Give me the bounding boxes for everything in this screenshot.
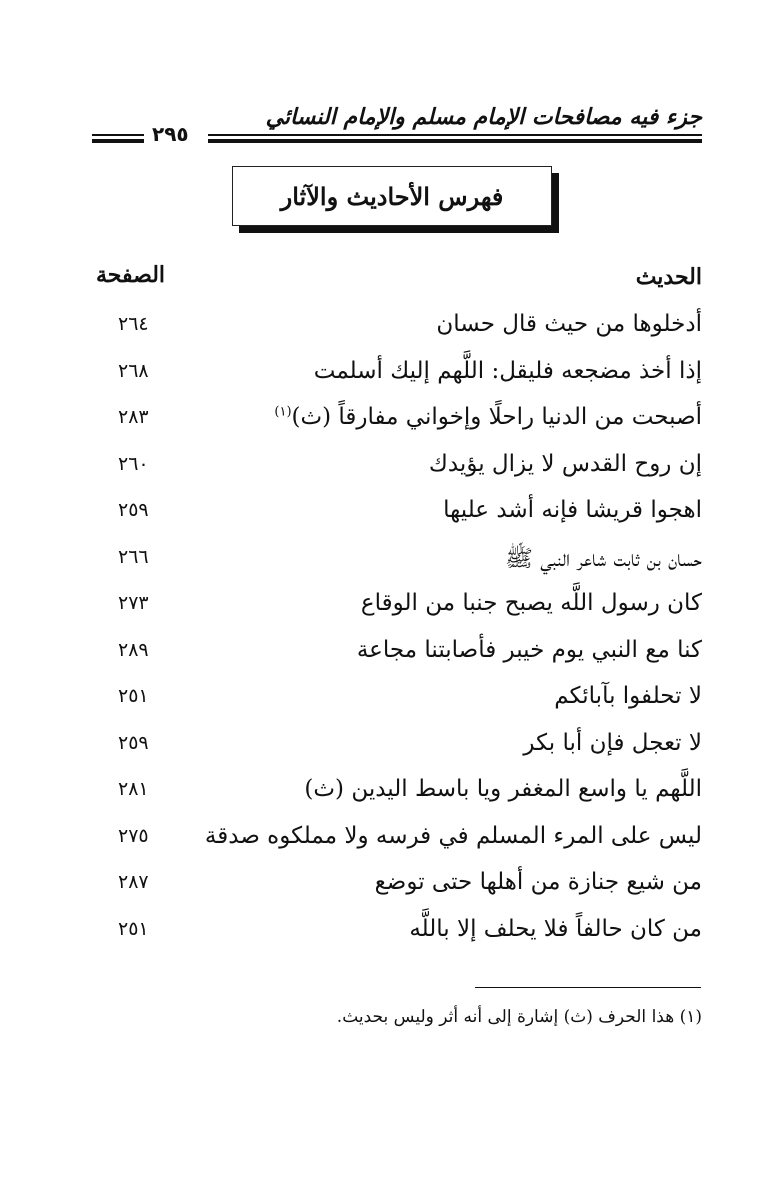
entry-hadith-text: لا تحلفوا بآبائكم: [554, 683, 702, 709]
entry-text: [375, 869, 702, 895]
index-entries: [90, 305, 702, 956]
page-number: ٢٩٥: [152, 122, 189, 146]
entry-hadith-text: من شيع جنازة من أهلها حتى توضع: [374, 869, 702, 895]
entry-text: [436, 311, 702, 337]
entry-hadith-text: إن روح القدس لا يزال يؤيدك: [428, 450, 702, 477]
running-header: [92, 104, 702, 148]
entry-text: [361, 590, 702, 616]
entry-hadith-text: أصبحت من الدنيا راحلًا وإخواني مفارقاً (ث): [291, 404, 702, 430]
entry-page-number: ٢٨٧: [118, 871, 149, 893]
index-title-box: [232, 166, 552, 226]
entry-text: [429, 451, 702, 477]
index-entry: [90, 398, 702, 445]
entry-hadith-text: أدخلوها من حيث قال حسان: [436, 311, 702, 337]
entry-text: [505, 544, 702, 578]
index-entry: [90, 677, 702, 724]
index-entry: [90, 352, 702, 399]
index-entry: [90, 724, 702, 771]
column-heading-hadith: الحديث: [635, 264, 702, 290]
entry-hadith-text: حسان بن ثابت شاعر النبي ﷺ: [505, 545, 702, 572]
entry-page-number: ٢٥١: [118, 917, 149, 940]
header-rule: [208, 134, 702, 143]
running-title: جزء فيه مصافحات الإمام مسلم والإمام النسائي: [265, 104, 702, 130]
entry-text: [304, 776, 702, 802]
entry-text: [357, 637, 702, 663]
entry-page-number: ٢٦٦: [118, 545, 149, 568]
footnote: (١) هذا الحرف (ث) إشارة إلى أنه أثر وليس بحديث.: [336, 1007, 702, 1027]
index-entry: [90, 305, 702, 352]
entry-page-number: ٢٨٩: [118, 638, 149, 661]
entry-page-number: ٢٦٤: [118, 313, 149, 335]
entry-hadith-text: اهجوا قريشا فإنه أشد عليها: [443, 497, 702, 523]
entry-page-number: ٢٧٥: [118, 824, 149, 847]
entry-text: [205, 823, 702, 849]
entry-page-number: ٢٥٩: [118, 731, 149, 754]
index-entry: [90, 817, 702, 864]
index-entry: [90, 445, 702, 492]
index-entry: [90, 584, 702, 631]
entry-text: [554, 683, 702, 709]
index-entry: [90, 863, 702, 910]
entry-hadith-text: لا تعجل فإن أبا بكر: [523, 729, 702, 756]
index-entry: [90, 910, 702, 957]
entry-page-number: ٢٥٩: [118, 499, 149, 521]
column-heading-page: الصفحة: [96, 262, 166, 288]
entry-hadith-text: من كان حالفاً فلا يحلف إلا باللَّه: [409, 915, 702, 942]
entry-text: [523, 730, 702, 756]
index-entry: [90, 538, 702, 585]
header-rule-short: [92, 134, 144, 143]
index-title: فهرس الأحاديث والآثار: [280, 181, 504, 211]
entry-text: [314, 358, 702, 384]
footnote-marker: (١): [274, 404, 292, 420]
entry-hadith-text: كنا مع النبي يوم خيبر فأصابتنا مجاعة: [356, 636, 702, 663]
entry-text: [443, 497, 702, 523]
index-entry: [90, 491, 702, 538]
entry-text: [274, 404, 702, 430]
index-entry: [90, 631, 702, 678]
entry-hadith-text: ليس على المرء المسلم في فرسه ولا مملكوه صدقة: [204, 822, 702, 849]
entry-page-number: ٢٧٣: [118, 592, 149, 614]
entry-page-number: ٢٦٨: [118, 359, 149, 382]
entry-page-number: ٢٨١: [118, 778, 149, 800]
entry-hadith-text: كان رسول اللَّه يصبح جنبا من الوقاع: [360, 590, 702, 616]
entry-text: [409, 916, 702, 942]
index-entry: [90, 770, 702, 817]
entry-page-number: ٢٨٣: [118, 406, 149, 428]
entry-page-number: ٢٥١: [118, 685, 149, 707]
entry-hadith-text: اللَّهم يا واسع المغفر ويا باسط اليدين (ث): [304, 776, 702, 802]
entry-hadith-text: إذا أخذ مضجعه فليقل: اللَّهم إليك أسلمت: [313, 357, 702, 384]
entry-page-number: ٢٦٠: [118, 452, 149, 475]
footnote-rule: [475, 987, 701, 988]
